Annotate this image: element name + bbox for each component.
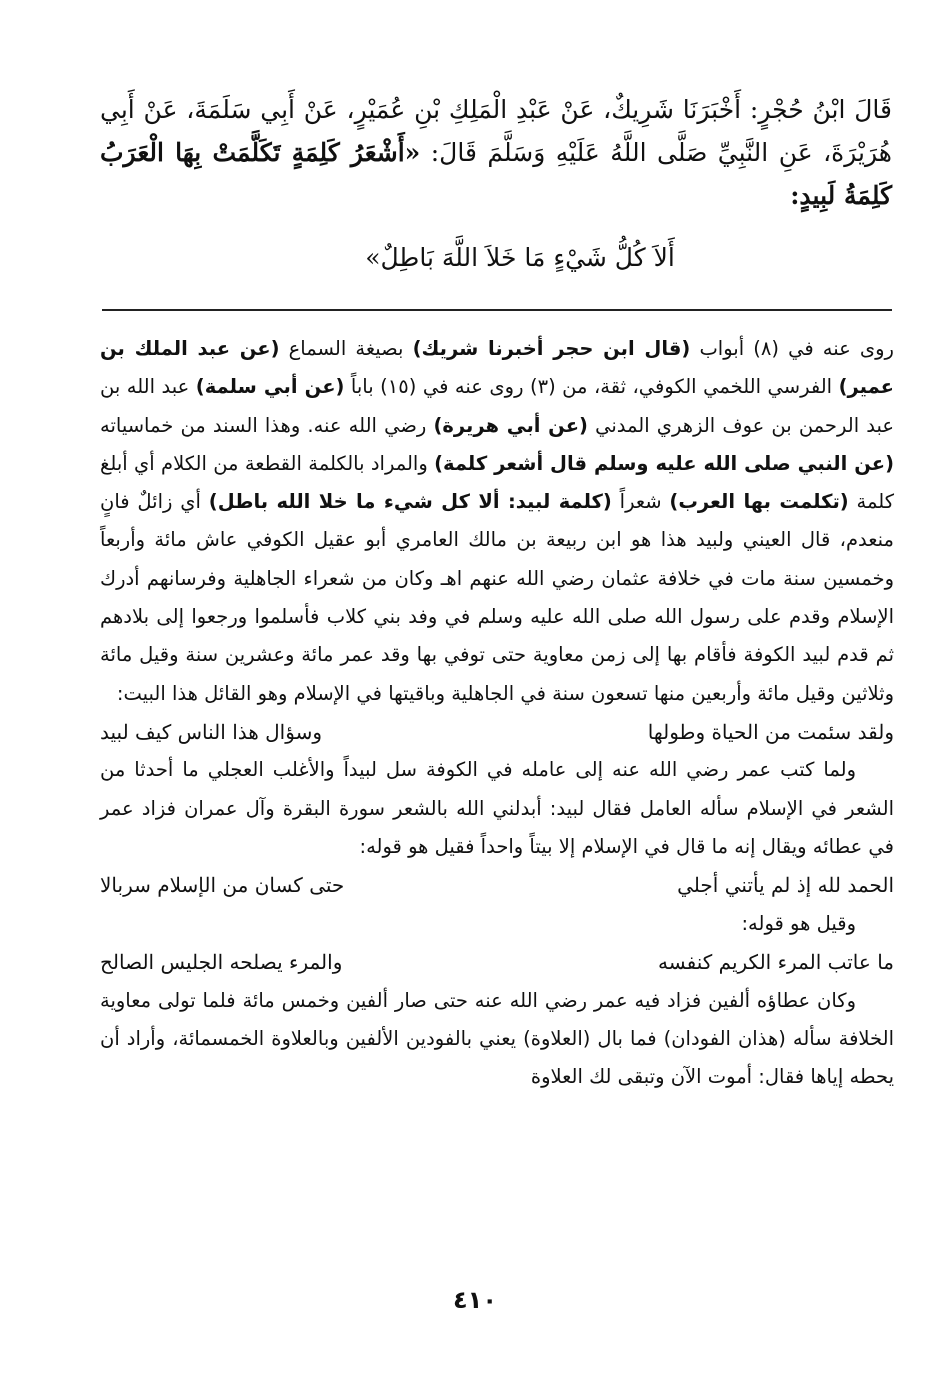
- commentary-text: رضي الله عنه. وهذا السند من خماسياته: [100, 413, 434, 437]
- commentary-bold: (كلمة لبيد: ألا كل شيء ما خلا الله باطل): [208, 490, 612, 514]
- commentary-bold: (تكلمت بها العرب): [669, 490, 849, 514]
- commentary-text: روى عنه في (٨) أبواب: [690, 337, 894, 360]
- hadith-quote: «أَشْعَرُ كَلِمَةٍ تَكَلَّمَتْ بِهَا الْعَرَبُ كَلِمَةُ لَبِيدٍ:: [100, 138, 892, 210]
- hadith-intro: قَالَ ابْنُ حُجْرٍ: أَخْبَرَنَا شَرِيكٌ، عَنْ عَبْدِ الْمَلِكِ بْنِ عُمَيْرٍ، عَنْ أَبِي سَلَمَةَ، عَنْ أَبِي هُرَيْرَةَ، عَنِ النَّبِيِّ صَلَّى اللَّهُ عَلَيْهِ وَسَلَّمَ قَالَ:: [100, 95, 892, 167]
- commentary-text: شعراً: [611, 490, 670, 514]
- verse-second-hemistich: والمرء يصلحه الجليس الصالح: [100, 950, 343, 975]
- commentary-paragraph: [100, 330, 894, 713]
- verse-second-hemistich: حتى كسان من الإسلام سربالا: [100, 873, 345, 898]
- commentary-text: والمراد بالكلمة القطعة من الكلام أي أبلغ كلمة: [100, 451, 894, 514]
- commentary-paragraph: ولما كتب عمر رضي الله عنه إلى عامله في الكوفة سل لبيداً والأغلب العجلي ما أحدثا من الشعر في الإسلام سأله العامل فقال لبيد: أبدلني الله بالشعر سورة البقرة وآل عمران فزاد عمر في عطائه ويقال إنه ما قال في الإسلام إلا بيتاً واحداً فقيل هو قوله:: [100, 758, 894, 859]
- hadith-verse: أَلاَ كُلُّ شَيْءٍ مَا خَلاَ اللَّهَ بَاطِلٌ»: [365, 243, 675, 272]
- poem-verse: [100, 943, 894, 982]
- section-divider: [102, 309, 892, 311]
- commentary-text: بصيغة السماع: [279, 337, 413, 360]
- commentary-bold: (عن عبد الملك بن عمير): [100, 337, 894, 399]
- hadith-text: [100, 88, 892, 217]
- commentary-text: أي زائلٌ فانٍ منعدم، قال العيني ولبيد هذا هو ابن ربيعة بن مالك العامري أبو عقيل الكوفي عاش مائة وأربعاً وخمسين سنة مات في خلافة عثمان رضي الله عنهم اهـ وكان من شعراء الجاهلية وفرسانهم أدرك الإسلام وقدم على رسول الله صلى الله عليه وسلم في وفد بني كلاب فأسلموا ورجعوا إلى بلادهم ثم قدم لبيد الكوفة فأقام بها إلى زمن معاوية حتى توفي بها وقد عمر مائة وعشرين سنة وقيل مائة وثلاثين وقيل مائة وأربعين منها تسعون سنة في الجاهلية وباقيتها في الإسلام وهو القائل هذا البيت:: [100, 490, 894, 705]
- commentary-text: الفرسي اللخمي الكوفي، ثقة، من (٣) روى عنه في (١٥) باباً: [344, 375, 839, 399]
- commentary-bold: (عن أبي سلمة): [195, 375, 345, 399]
- poem-verse: [100, 866, 894, 905]
- commentary-bold: (عن أبي هريرة): [433, 413, 588, 437]
- page-number: ٤١٠: [453, 1286, 497, 1314]
- verse-first-hemistich: ما عاتب المرء الكريم كنفسه: [658, 950, 894, 975]
- commentary-bold: (قال ابن حجر أخبرنا شريك): [412, 337, 691, 360]
- verse-first-hemistich: ولقد سئمت من الحياة وطولها: [647, 719, 894, 744]
- verse-first-hemistich: الحمد لله إذ لم يأتني أجلي: [677, 873, 894, 898]
- commentary-bold: (عن النبي صلى الله عليه وسلم قال أشعر كلمة): [434, 451, 894, 475]
- commentary-paragraph: وقيل هو قوله:: [741, 911, 856, 935]
- poem-verse: [100, 713, 894, 752]
- verse-second-hemistich: وسؤال هذا الناس كيف لبيد: [100, 719, 322, 744]
- commentary-paragraph: وكان عطاؤه ألفين فزاد فيه عمر رضي الله عنه حتى صار ألفين وخمس مائة فلما تولى معاوية الخلافة سأله (هذان الفودان) فما بال (العلاوة) يعني بالفودين الألفين وبالعلاوة الخمسمائة، وأراد أن يحطه إياها فقال: أموت الآن وتبقى لك العلاوة: [100, 988, 894, 1089]
- commentary: [100, 330, 894, 1097]
- commentary-text: عبد الله بن عبد الرحمن بن عوف الزهري المدني: [100, 375, 894, 437]
